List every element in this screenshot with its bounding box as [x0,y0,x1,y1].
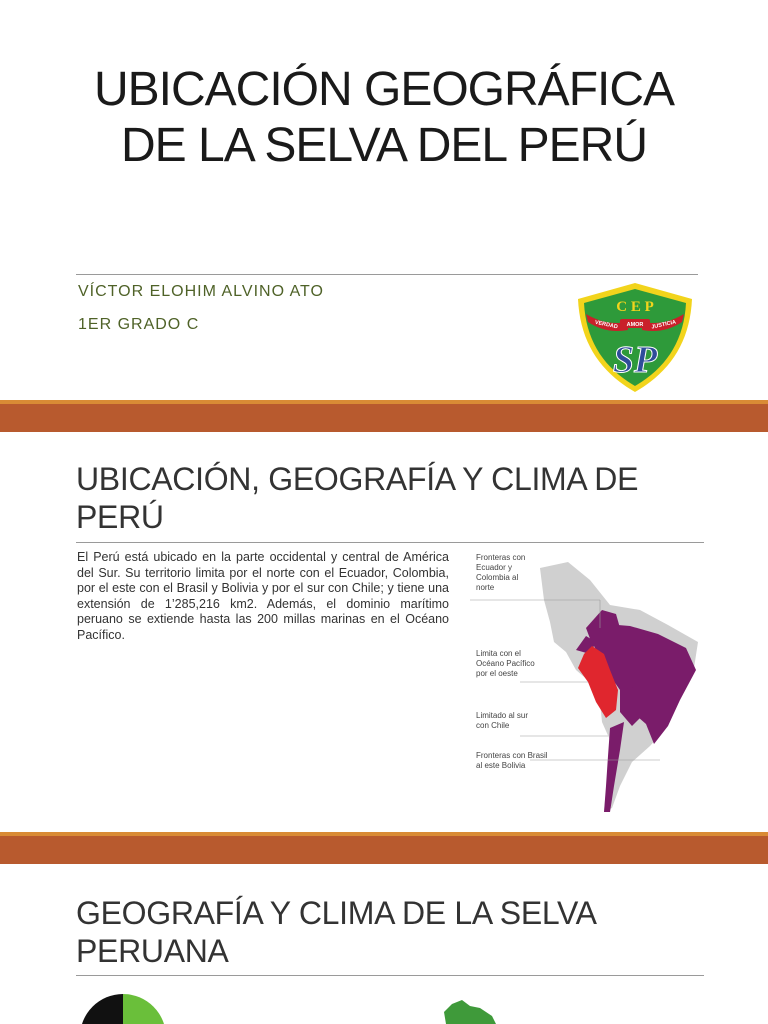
crest-ribbon-right: JUSTICIA [650,319,677,331]
crest-ribbon-left: VERDAD [594,319,619,331]
map-label-south: Limitado al sur con Chile [476,711,529,730]
title-line-1: UBICACIÓN GEOGRÁFICA [93,63,675,116]
jungle-rule [76,975,704,976]
pie-graphic-partial [78,992,168,1024]
jungle-heading-line-1: GEOGRAFÍA Y CLIMA DE LA SELVA [76,895,597,931]
location-rule [76,542,704,543]
green-map-graphic-partial [440,998,500,1024]
school-crest-logo [576,280,694,394]
slide-divider-2 [0,832,768,864]
location-heading-line-2: PERÚ [76,499,164,535]
jungle-heading [76,894,597,970]
location-slide [0,432,768,832]
jungle-climate-slide [0,864,768,1024]
presentation-title [0,62,768,174]
grade-label: 1ER GRADO C [78,316,200,333]
south-america-map [470,550,702,818]
map-label-east: Fronteras con Brasil al este Bolivia [476,751,548,770]
location-heading-line-1: UBICACIÓN, GEOGRAFÍA Y CLIMA DE [76,461,639,497]
author-name: VÍCTOR ELOHIM ALVINO ATO [78,283,324,300]
map-label-west: Limita con el Océano Pacífico por el oeste [476,649,535,678]
title-line-2: DE LA SELVA DEL PERÚ [120,119,648,172]
location-heading [76,460,638,536]
jungle-heading-line-2: PERUANA [76,933,229,969]
title-rule [76,274,698,275]
slide-divider-1 [0,400,768,432]
crest-monogram: SP [612,339,658,381]
location-paragraph: El Perú está ubicado en la parte occidental y central de América del Sur. Su territorio limita por el norte con el Ecuador, Colombia, por el este con el Brasil y Bolivia y por el sur con Chile; y tiene una extensión de 1’285,216 km2. Además, el dominio marítimo peruano se extiende hasta las 200 millas marinas en el Océano Pacífico. [77,550,449,642]
crest-top-text: C E P [616,299,654,315]
crest-ribbon-center: AMOR [626,322,644,328]
map-label-north: Fronteras con Ecuador y Colombia al norte [476,553,526,592]
title-slide [0,0,768,400]
